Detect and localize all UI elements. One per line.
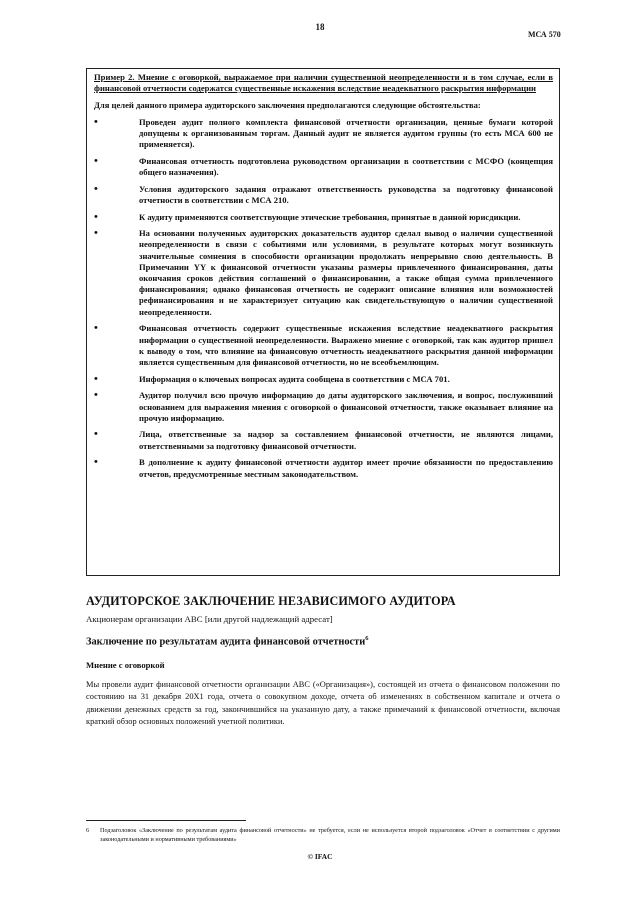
list-item: • Условия аудиторского задания отражают ответственность руководства за подготовку финансовой отчетности в соответствии с МСА 210. bbox=[94, 184, 553, 206]
report-title: АУДИТОРСКОЕ ЗАКЛЮЧЕНИЕ НЕЗАВИСИМОГО АУДИТОРА bbox=[86, 594, 456, 608]
list-item: • В дополнение к аудиту финансовой отчетности аудитор имеет прочие обязанности по предоставлению отчетов, предусмотренные местным законодательством. bbox=[94, 457, 553, 479]
list-item: • Проведен аудит полного комплекта финансовой отчетности организации, ценные бумаги которой допущены к организованным торгам. Данный аудит не является аудитом группы (то есть МСА 600 не применяется). bbox=[94, 117, 553, 151]
footnote-reference: 6 bbox=[365, 635, 369, 642]
list-item: • Финансовая отчетность подготовлена руководством организации в соответствии с МСФО (концепция общего назначения). bbox=[94, 156, 553, 178]
section-heading bbox=[86, 635, 369, 647]
opinion-paragraph: Мы провели аудит финансовой отчетности организации ABC («Организация»), состоящей из отчета о финансовом положении по состоянию на 31 декабря 20Х1 года, отчета о совокупном доходе, отчета об изменениях в собственном капитале и отчета о движении денежных средств за год, закончившийся на указанную дату, а также примечаний к финансовой отчетности, включая краткий обзор основных положений учетной политики. bbox=[86, 680, 560, 727]
copyright: © IFAC bbox=[307, 852, 333, 861]
list-item: • Информация о ключевых вопросах аудита сообщена в соответствии с МСА 701. bbox=[94, 374, 553, 385]
example-intro: Для целей данного примера аудиторского заключения предполагаются следующие обстоятельства: bbox=[94, 100, 481, 111]
example-box bbox=[86, 68, 560, 576]
list-item: • Финансовая отчетность содержит существенные искажения вследствие неадекватного раскрытия информации о существенной неопределенности. Выражено мнение с оговоркой, так как аудитор пришел к выводу о том, что влияние на финансовую отчетность неадекватного раскрытия данной информации является существенным для финансовой отчетности, но не всеобъемлющим. bbox=[94, 323, 553, 368]
example-title: Пример 2. Мнение с оговоркой, выражаемое при наличии существенной неопределенности и в том случае, если в финансовой отчетности содержатся существенные искажения вследствие неадекватного раскрытия информации bbox=[94, 72, 553, 94]
footnote-mark: 6 bbox=[86, 827, 90, 834]
report-addressee: Акционерам организации ABC [или другой надлежащий адресат] bbox=[86, 614, 333, 624]
list-item: • К аудиту применяются соответствующие этические требования, принятые в данной юрисдикции. bbox=[94, 212, 553, 223]
document-code: МСА 570 bbox=[528, 30, 561, 39]
footnote bbox=[86, 826, 560, 844]
circumstances-list bbox=[94, 117, 553, 480]
footnote-divider bbox=[86, 820, 246, 821]
footnote-text: Подзаголовок «Заключение по результатам аудита финансовой отчетности» не требуется, если не используется второй подзаголовок «Отчет в соответствии с другими законодательными и нормативными требованиями» bbox=[100, 827, 560, 843]
page-number: 18 bbox=[315, 22, 325, 32]
list-item: • На основании полученных аудиторских доказательств аудитор сделал вывод о наличии существенной неопределенности в связи с событиями или условиями, в результате которых могут возникнуть значительные сомнения в способности организации продолжать непрерывно свою деятельность. В Примечании YY к финансовой отчетности указаны размеры привлеченного финансирования, даты окончания сроков действия соглашений о финансировании, а также общая сумма привлеченного финансирования; однако финансовая отчетность не содержит описание влияния или возможностей рефинансирования и не характеризует ситуацию как свидетельствующую о наличии существенной неопределенности. bbox=[94, 228, 553, 318]
section-heading-text: Заключение по результатам аудита финансовой отчетности bbox=[86, 636, 366, 648]
opinion-subheading: Мнение с оговоркой bbox=[86, 660, 165, 670]
list-item: • Аудитор получил всю прочую информацию до даты аудиторского заключения, и вопрос, послуживший основанием для выражения мнения с оговоркой о финансовой отчетности, также оказывает влияние на прочую информацию. bbox=[94, 390, 553, 424]
list-item: • Лица, ответственные за надзор за составлением финансовой отчетности, не являются лицами, ответственными за подготовку финансовой отчетности. bbox=[94, 429, 553, 451]
